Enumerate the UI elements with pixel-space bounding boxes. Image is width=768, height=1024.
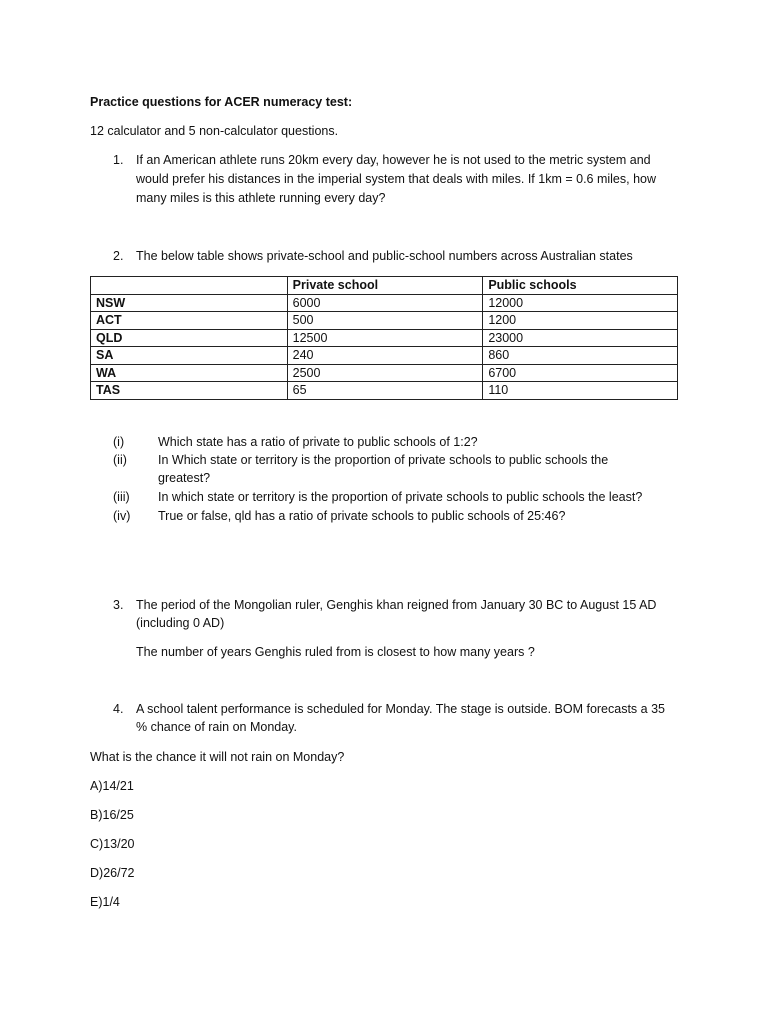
q4-option-d: D)26/72: [90, 866, 135, 880]
sub-label-iv: (iv): [113, 509, 131, 523]
table-cell-state: ACT: [91, 312, 288, 330]
sub-label-ii: (ii): [113, 453, 127, 467]
q1-line-1: If an American athlete runs 20km every day, however he is not used to the metric system and: [136, 153, 651, 167]
q4-option-a: A)14/21: [90, 779, 134, 793]
q1-line-3: many miles is this athlete running every day?: [136, 191, 386, 205]
table-cell: 860: [483, 347, 678, 365]
table-cell: 110: [483, 382, 678, 400]
q1-number: 1.: [113, 153, 124, 167]
table-cell-state: TAS: [91, 382, 288, 400]
table-cell: 65: [287, 382, 483, 400]
table-cell-state: NSW: [91, 294, 288, 312]
table-row: [91, 347, 678, 365]
table-row: [91, 382, 678, 400]
q1-line-2: would prefer his distances in the imperial system that deals with miles. If 1km = 0.6 miles, how: [136, 172, 657, 186]
table-row: [91, 364, 678, 382]
table-cell: 12500: [287, 329, 483, 347]
table-cell-state: SA: [91, 347, 288, 365]
table-row: [91, 294, 678, 312]
table-header-cell: Private school: [287, 277, 483, 295]
table-cell: 23000: [483, 329, 678, 347]
document-heading: Practice questions for ACER numeracy test:: [90, 95, 353, 109]
q4-line-1: A school talent performance is scheduled for Monday. The stage is outside. BOM forecasts a 35: [136, 702, 665, 716]
table-cell: 6700: [483, 364, 678, 382]
table-cell-state: QLD: [91, 329, 288, 347]
sub-iv-line-1: True or false, qld has a ratio of private schools to public schools of 25:46?: [158, 509, 566, 523]
q4-option-b: B)16/25: [90, 808, 134, 822]
q3-line-1: The period of the Mongolian ruler, Genghis khan reigned from January 30 BC to August 15 AD: [136, 598, 657, 612]
school-numbers-table: [90, 276, 678, 400]
q4-question: What is the chance it will not rain on Monday?: [90, 750, 345, 764]
q2-number: 2.: [113, 249, 124, 263]
q3-number: 3.: [113, 598, 124, 612]
sub-ii-line-1: In Which state or territory is the proportion of private schools to public schools the: [158, 453, 609, 467]
q2-text: The below table shows private-school and public-school numbers across Australian states: [136, 249, 633, 263]
sub-i-line-1: Which state has a ratio of private to public schools of 1:2?: [158, 435, 478, 449]
intro-text: 12 calculator and 5 non-calculator questions.: [90, 124, 339, 138]
table-cell-state: WA: [91, 364, 288, 382]
q4-line-2: % chance of rain on Monday.: [136, 720, 297, 734]
table-cell: 1200: [483, 312, 678, 330]
q4-number: 4.: [113, 702, 124, 716]
sub-iii-line-1: In which state or territory is the proportion of private schools to public schools the least?: [158, 490, 643, 504]
table-cell: 2500: [287, 364, 483, 382]
table-header-row: [91, 277, 678, 295]
q4-option-e: E)1/4: [90, 895, 120, 909]
table-cell: 240: [287, 347, 483, 365]
sub-label-i: (i): [113, 435, 125, 449]
sub-ii-line-2: greatest?: [158, 471, 211, 485]
table-row: [91, 329, 678, 347]
q3-followup: The number of years Genghis ruled from is closest to how many years ?: [136, 645, 535, 659]
table-row: [91, 312, 678, 330]
q3-line-2: (including 0 AD): [136, 616, 225, 630]
table-cell: 500: [287, 312, 483, 330]
table-header-cell: Public schools: [483, 277, 678, 295]
q4-option-c: C)13/20: [90, 837, 135, 851]
table-cell: 6000: [287, 294, 483, 312]
table-cell: 12000: [483, 294, 678, 312]
table-header-cell: [91, 277, 288, 295]
sub-label-iii: (iii): [113, 490, 130, 504]
